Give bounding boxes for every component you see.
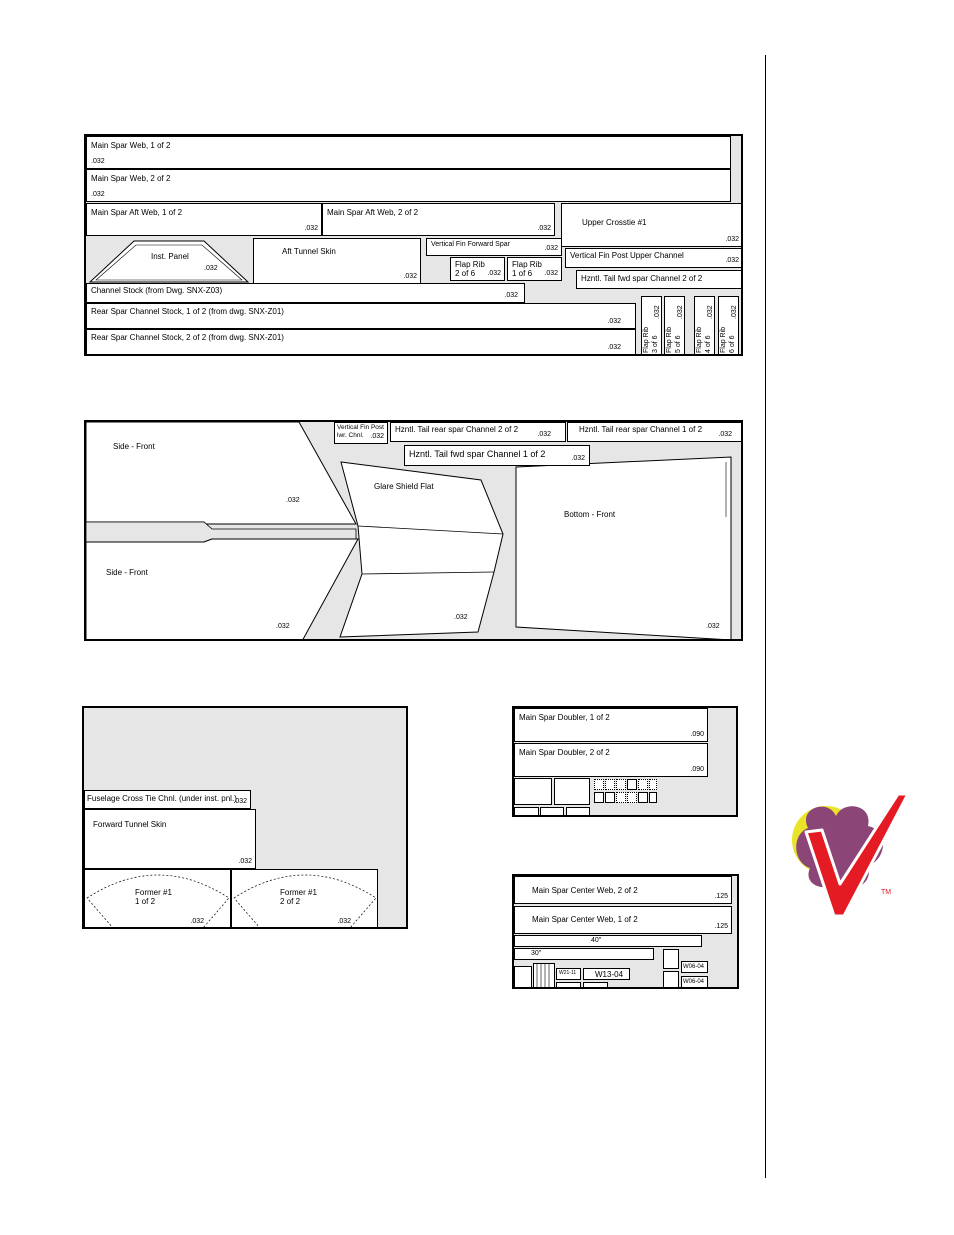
part-flap-rib-1: Flap Rib 1 of 6 .032	[507, 257, 562, 281]
small-part	[663, 949, 679, 969]
part-doubler-2: Main Spar Doubler, 2 of 2 .090	[514, 743, 708, 777]
small-part	[638, 792, 648, 803]
label-bottom-front: Bottom - Front	[564, 510, 616, 519]
small-part	[616, 779, 626, 790]
small-part	[514, 778, 552, 805]
part-former-1a: Former #1 1 of 2 .032	[84, 869, 231, 929]
small-part	[649, 779, 657, 790]
checkmark-logo-icon	[788, 788, 918, 928]
small-part	[514, 966, 532, 989]
small-part	[514, 807, 539, 817]
part-former-1b: Former #1 2 of 2 .032	[231, 869, 378, 929]
part-w13: W13-04	[583, 968, 630, 980]
part-channel-stock: Channel Stock (from Dwg. SNX-Z03) .032	[86, 283, 525, 303]
part-flap-rib-3: Flap Rib 3 of 6 .032	[641, 296, 662, 356]
margin-rule	[765, 55, 766, 1178]
trademark-mark: TM	[881, 889, 892, 896]
small-part	[566, 807, 590, 817]
part-aft-web-2: Main Spar Aft Web, 2 of 2 .032	[322, 203, 555, 236]
part-hztl-fwd-2: Hzntl. Tail fwd spar Channel 2 of 2	[576, 270, 743, 289]
part-rear-spar-2: Rear Spar Channel Stock, 2 of 2 (from dwg. SNX-Z01) .032	[86, 329, 636, 355]
label-glare-shield: Glare Shield Flat	[374, 482, 434, 491]
small-part	[627, 792, 637, 803]
former-1b-outline	[232, 870, 379, 929]
cut-sheet-3	[82, 706, 408, 929]
cut-sheet-4	[512, 706, 738, 817]
part-upper-crosstie: Upper Crosstie #1 .032	[561, 203, 743, 247]
part-flap-rib-5: Flap Rib 5 of 6 .032	[664, 296, 685, 356]
part-main-spar-web-1: Main Spar Web, 1 of 2 .032	[86, 136, 731, 169]
part-vfin-post-lower: Vertical Fin Post lwr. Chnl. .032	[334, 422, 388, 444]
part-center-web-1: Main Spar Center Web, 1 of 2 .125	[514, 906, 732, 934]
part-doubler-1: Main Spar Doubler, 1 of 2 .090	[514, 708, 708, 742]
label-side-front-bottom: Side - Front	[106, 568, 148, 577]
part-hztl-rear-1: Hzntl. Tail rear spar Channel 1 of 2 .032	[567, 422, 743, 442]
cut-sheet-1	[84, 134, 743, 356]
part-hztl-fwd-1: Hzntl. Tail fwd spar Channel 1 of 2 .032	[404, 445, 590, 466]
former-1a-outline	[85, 870, 232, 929]
part-hztl-rear-2: Hzntl. Tail rear spar Channel 2 of 2 .032	[390, 422, 566, 442]
cut-sheet-5	[512, 874, 739, 989]
small-part	[663, 971, 679, 989]
label-side-front-top: Side - Front	[113, 442, 155, 451]
part-length-40: 40"	[514, 935, 702, 947]
small-part	[605, 779, 615, 790]
small-part	[638, 779, 648, 790]
part-vfin-post-upper: Vertical Fin Post Upper Channel .032	[565, 248, 743, 268]
part-w06-a: W06-04	[681, 961, 708, 973]
small-part	[583, 982, 608, 989]
small-part	[554, 778, 590, 805]
small-part	[605, 792, 615, 803]
small-part	[594, 792, 604, 803]
part-inst-panel: Inst. Panel .032	[86, 237, 251, 284]
small-part	[649, 792, 657, 803]
part-vfin-fwd-spar: Vertical Fin Forward Spar .032	[426, 238, 562, 256]
part-forward-tunnel-skin: Forward Tunnel Skin .032	[84, 809, 256, 869]
part-aft-tunnel-skin: Aft Tunnel Skin .032	[253, 238, 421, 284]
part-main-spar-web-2: Main Spar Web, 2 of 2 .032	[86, 169, 731, 202]
part-center-web-2: Main Spar Center Web, 2 of 2 .125	[514, 876, 732, 904]
part-w21: W21-11	[556, 968, 581, 980]
small-part	[594, 779, 604, 790]
small-part	[540, 807, 564, 817]
part-rear-spar-1: Rear Spar Channel Stock, 1 of 2 (from dwg. SNX-Z01) .032	[86, 303, 636, 329]
part-length-30: 30"	[514, 948, 654, 960]
small-part	[556, 982, 581, 989]
cut-sheet-2: Side - Front .032 Side - Front .032 Glare Shield Flat .032 Bottom - Front .032 Vertical Fin Post lwr. Chnl. .032 Hzntl. Tail rear spar Channel 2 of 2 .032 Hzntl. Tail rear spar Channel 1 of 2 .032 Hzntl. Tail fwd spar Channel 1 of 2 .032	[84, 420, 743, 641]
small-part	[616, 792, 626, 803]
small-part	[627, 779, 637, 790]
part-flap-rib-6: Flap Rib 6 of 6 .032	[718, 296, 739, 356]
part-fuselage-cross-tie: Fuselage Cross Tie Chnl. (under inst. pnl.) .032	[84, 790, 251, 809]
part-aft-web-1: Main Spar Aft Web, 1 of 2 .032	[86, 203, 322, 236]
part-w06-b: W06-04	[681, 976, 708, 988]
part-flap-rib-4: Flap Rib 4 of 6 .032	[694, 296, 715, 356]
part-flap-rib-2: Flap Rib 2 of 6 .032	[450, 257, 505, 281]
hatched-parts	[533, 963, 555, 989]
